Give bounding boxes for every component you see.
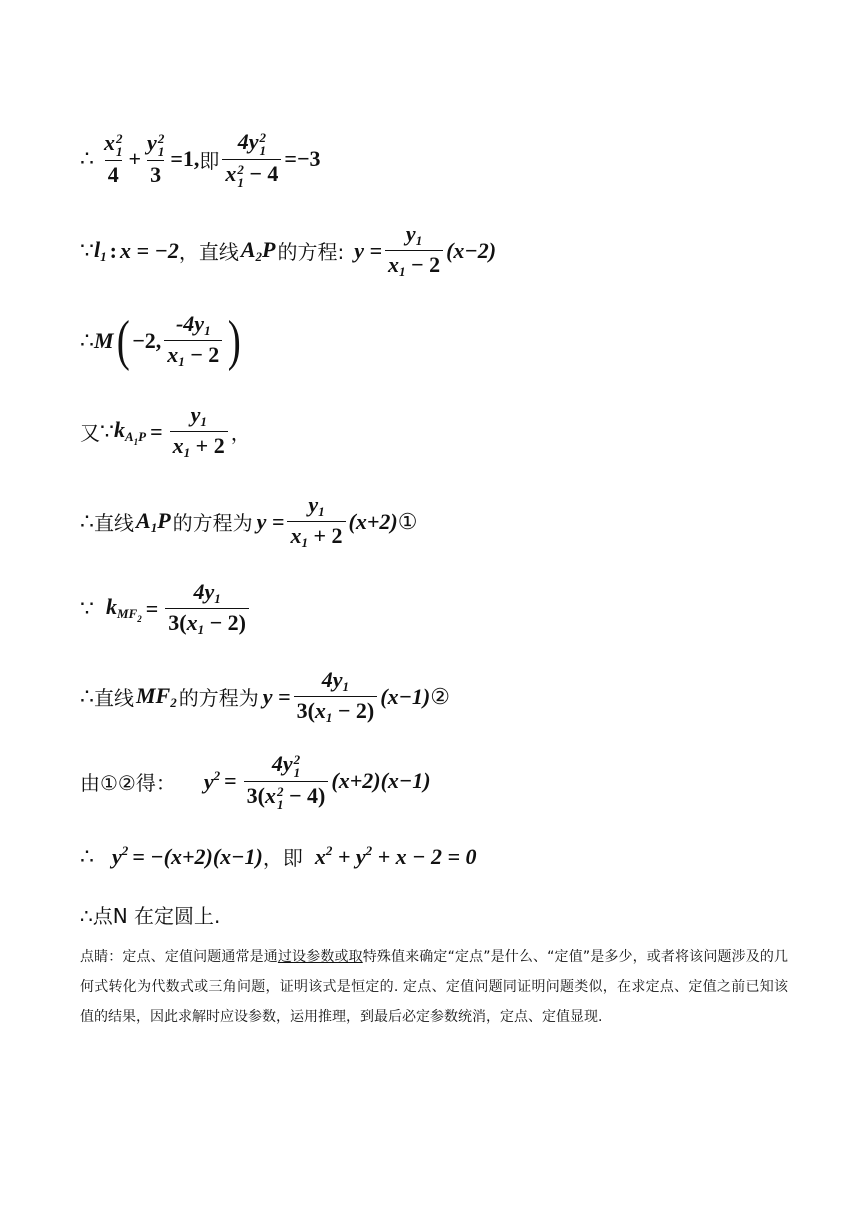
therefore-symbol: ∴ (80, 146, 94, 172)
equation-line-3: ∴ M ( −2, $\frac{-4y_1}{x_1 - 2}$ ) (80, 309, 242, 372)
fraction-y1-over-x1-minus-2: $\frac{y_1}{x_1 - 2}$ (385, 222, 443, 280)
underlined-text: 过设参数或取 (277, 949, 363, 965)
note-paragraph: 点睛：定点、定值问题通常是通过设参数或取特殊值来确定“定点”是什么、“定值”是多少，或者将该问题涉及的几何式转化为代数式或三角问题，证明该式是恒定的. 定点、定值问题同证明问题类似，在求定点、定值之前已知该值的结果，因此求解时应设参数，运用推理，到最后必定参数统消，定点、定值显现. (80, 949, 789, 1025)
conclusion-line: ∴点N 在定圆上. (80, 904, 221, 928)
fraction-x1sq-over-4: x 2 1 4 (104, 130, 123, 188)
equation-line-2: ∵ $l_1$ : x = −2 ， 直线 $A_2P$ 的方程: y = $\frac{y_1}{x_1 - 2}$ (x−2) (80, 221, 497, 280)
equation-line-9: ∴ $y^2$ = −(x+2)(x−1) ， 即 $x^2 + y^2 + x - 2 = 0$ (80, 843, 477, 870)
fraction-y1sq-over-3: y 2 1 3 (147, 130, 165, 188)
equation-line-8: 由①②得： $y^2$ = 4y 2 1 3(x 2 1 − 4) (x+2)(x−1) (80, 751, 431, 812)
fraction-4y1sq-over-3-x1sq-minus-4: 4y 2 1 3(x 2 1 − 4) (244, 752, 329, 811)
fraction-4y1-over-3x1-minus-2-b: $\frac{4y_1}{3(x_1 - 2)}$ (294, 668, 378, 726)
equation-line-1: ∴ x 2 1 4 + y 2 1 3 =1, 即 4y 2 1 x 2 1 − 4 =−3 (80, 129, 321, 190)
fraction-neg4y1-over-x1-minus-2: $\frac{-4y_1}{x_1 - 2}$ (164, 312, 222, 370)
equation-line-6: ∵ $k_{MF_2}$ = $\frac{4y_1}{3(x_1 - 2)}$ (80, 580, 252, 638)
fraction-4y1sq-over-x1sq-minus-4: 4y 2 1 x 2 1 − 4 (222, 130, 281, 189)
fraction-4y1-over-3x1-minus-2: $\frac{4y_1}{3(x_1 - 2)}$ (165, 580, 249, 638)
fraction-y1-over-x1-plus-2-b: $\frac{y_1}{x_1 + 2}$ (287, 493, 345, 551)
fraction-y1-over-x1-plus-2: $\frac{y_1}{x_1 + 2}$ (170, 403, 228, 461)
equation-line-5: ∴ 直线 $A_1P$ 的方程为 y = $\frac{y_1}{x_1 + 2}$ (x+2) ① (80, 492, 418, 551)
equation-line-7: ∴ 直线 $MF_2$ 的方程为 y = $\frac{4y_1}{3(x_1 - 2)}$ (x−1) ② (80, 667, 450, 726)
equation-line-4: 又 ∵ $k_{A_1P}$ = $\frac{y_1}{x_1 + 2}$ ， (80, 402, 251, 461)
